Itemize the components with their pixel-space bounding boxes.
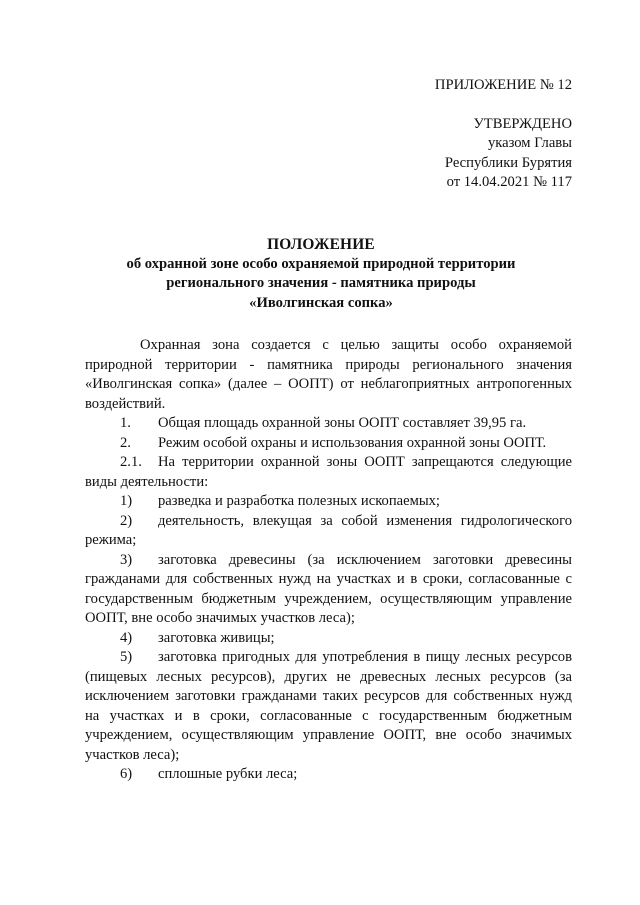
title-line-1: об охранной зоне особо охраняемой природной территории xyxy=(126,255,516,272)
item-number: 1) xyxy=(120,493,133,509)
item-text: На территории охранной зоны ООПТ запрещаются следующие виды деятельности: xyxy=(85,454,572,490)
item-text: сплошные рубки леса; xyxy=(158,766,298,782)
list-item xyxy=(85,648,572,765)
item-number: 5) xyxy=(120,649,133,665)
item-number: 3) xyxy=(120,551,133,568)
item-text: заготовка древесины (за исключением заготовки древесины гражданами для собственных нужд на участках и в сроки, согласованные с государственным бюджетным учреждением, осуществляющим управление ООПТ, вне особо значимых участков леса); xyxy=(85,551,572,626)
approval-block xyxy=(435,76,572,193)
item-number: 2.1. xyxy=(120,454,142,470)
intro-paragraph: Охранная зона создается с целью защиты особо охраняемой природной территории - памятника природы регионального значения «Иволгинская сопка» (далее – ООПТ) от неблагоприятных антропогенных воздействий. xyxy=(85,337,572,412)
list-item xyxy=(85,492,572,512)
item-text: заготовка пригодных для употребления в пищу лесных ресурсов (пищевых лесных ресурсов), других не древесных лесных ресурсов (за исключением заготовки гражданами таких ресурсов для собственных нужд на участках и в сроки, согласованные с государственным бюджетным учреждением, осуществляющим управление ООПТ, вне особо значимых участков леса); xyxy=(85,649,572,763)
item-text: заготовка живицы; xyxy=(158,629,275,646)
list-item xyxy=(85,551,572,629)
list-item xyxy=(85,765,572,785)
title-line-3: «Иволгинская сопка» xyxy=(249,294,393,311)
item-number: 4) xyxy=(120,629,133,646)
list-item xyxy=(85,512,572,551)
list-item xyxy=(85,629,572,649)
item-text: Режим особой охраны и использования охранной зоны ООПТ. xyxy=(158,434,547,451)
list-item xyxy=(85,434,572,454)
item-number: 2. xyxy=(120,434,131,451)
item-text: разведка и разработка полезных ископаемых; xyxy=(158,493,440,509)
annex-number: ПРИЛОЖЕНИЕ № 12 xyxy=(434,77,572,93)
approved-by-line: указом Главы xyxy=(487,135,572,151)
approval-date-number: от 14.04.2021 № 117 xyxy=(446,174,572,190)
item-number: 6) xyxy=(120,766,133,782)
item-text: деятельность, влекущая за собой изменения гидрологического режима; xyxy=(85,512,572,548)
item-number: 2) xyxy=(120,512,133,529)
document-title xyxy=(70,235,572,313)
title-head: ПОЛОЖЕНИЕ xyxy=(267,236,375,253)
approved-label: УТВЕРЖДЕНО xyxy=(473,115,572,132)
approved-by-republic: Республики Бурятия xyxy=(444,154,572,171)
document-body xyxy=(85,336,572,785)
list-item xyxy=(85,453,572,492)
list-item xyxy=(85,414,572,434)
item-text: Общая площадь охранной зоны ООПТ составляет 39,95 га. xyxy=(158,415,527,431)
item-number: 1. xyxy=(120,415,131,431)
title-line-2: регионального значения - памятника природы xyxy=(166,275,476,291)
